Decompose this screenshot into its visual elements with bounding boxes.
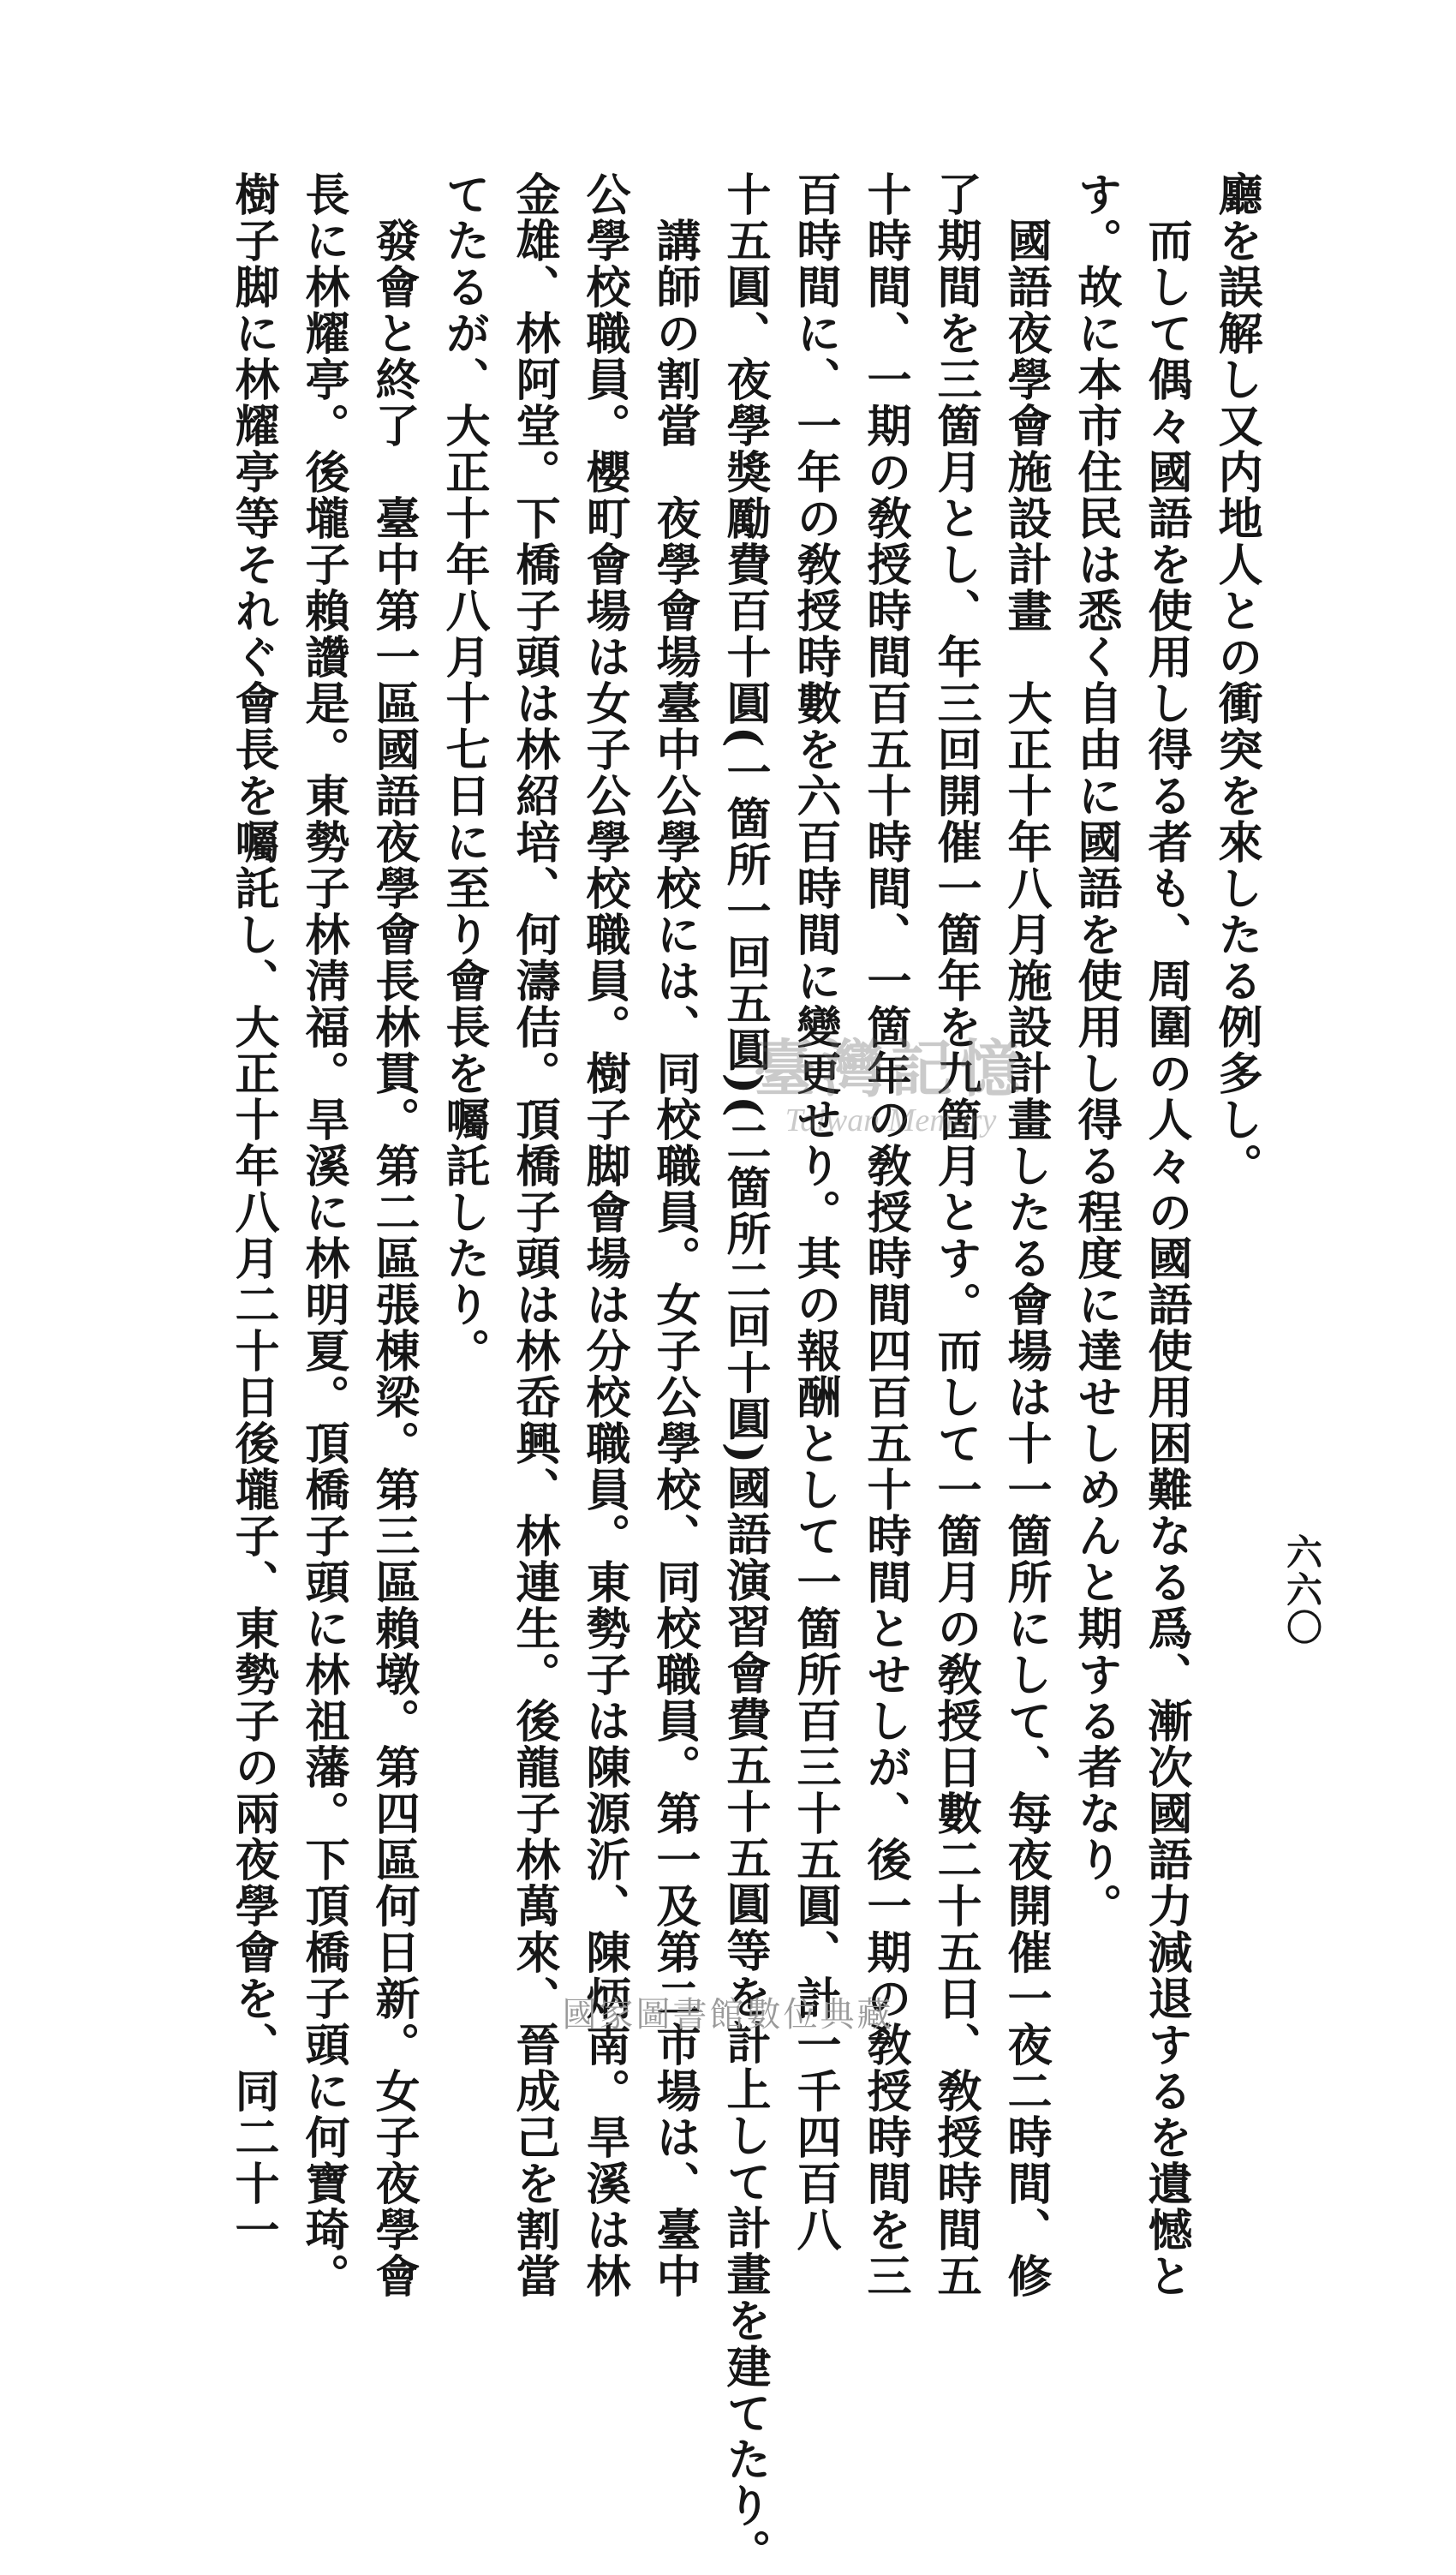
- page-number: 六六〇: [1281, 1533, 1323, 1646]
- text-column-4: 國語夜學會施設計畫 大正十年八月施設計畫したる會場は十一箇所にして、每夜開催一夜二時間、修: [1000, 218, 1052, 2299]
- text-column-7: 百時間に、一年の敎授時數を六百時間に變更せり。其の報酬として一箇所百三十五圓、計一千四百八: [789, 171, 841, 2253]
- text-column-1: 廳を誤解し又内地人との衝突を來したる例多し。: [1210, 171, 1262, 1189]
- text-column-2: 而して偶々國語を使用し得る者も、周圍の人々の國語使用困難なる爲、漸次國語力減退するを遺憾と: [1140, 218, 1192, 2299]
- text-column-12: てたるが、大正十年八月十七日に至り會長を囑託したり。: [438, 171, 490, 1374]
- text-column-11: 金雄、林阿堂。下橋子頭は林紹培、何濤佶。頂橋子頭は林岙興、林連生。後龍子林萬來、晉成己を割當: [508, 171, 560, 2299]
- text-column-3: す。故に本市住民は悉く自由に國語を使用し得る程度に達せしめんと期する者なり。: [1070, 171, 1122, 1929]
- archive-footer: 國家圖書館數位典藏: [562, 1995, 894, 2034]
- text-column-9: 講師の割當 夜學會場臺中公學校には、同校職員。女子公學校、同校職員。第一及第二市場は、臺中: [648, 218, 701, 2299]
- text-column-8: 十五圓、夜學獎勵費百十圓(一箇所一回五圓)(二箇所二回十圓)國語演習會費五十五圓等を計上して計畫を建てたり。: [719, 171, 771, 2575]
- watermark-chinese: 臺灣記憶: [754, 1032, 1029, 1105]
- taiwan-memory-watermark: [754, 1019, 1028, 1139]
- text-column-6: 十時間、一期の敎授時間百五十時間、一箇年の敎授時間四百五十時間とせしが、後一期の敎授時間を三: [859, 171, 911, 2299]
- watermark-english: Taiwan Memory: [785, 1102, 997, 1138]
- text-column-5: 了期間を三箇月とし、年三回開催一箇年を九箇月とす。而して一箇月の敎授日數二十五日、敎授時間五: [929, 171, 982, 2299]
- text-column-15: 樹子脚に林耀亭等それぐ會長を囑託し、大正十年八月二十日後壠子、東勢子の兩夜學會を、同二十一: [227, 171, 279, 2253]
- text-column-14: 長に林耀亭。後壠子賴讚是。東勢子林淸福。旱溪に林明夏。頂橋子頭に林祖藩。下頂橋子頭に何寶琦。: [297, 171, 349, 2299]
- text-column-10: 公學校職員。櫻町會場は女子公學校職員。樹子脚會場は分校職員。東勢子は陳源沂、陳炳南。旱溪は林: [578, 171, 630, 2299]
- text-column-13: 發會と終了 臺中第一區國語夜學會長林貫。第二區張棟梁。第三區賴墩。第四區何日新。女子夜學會: [367, 218, 420, 2299]
